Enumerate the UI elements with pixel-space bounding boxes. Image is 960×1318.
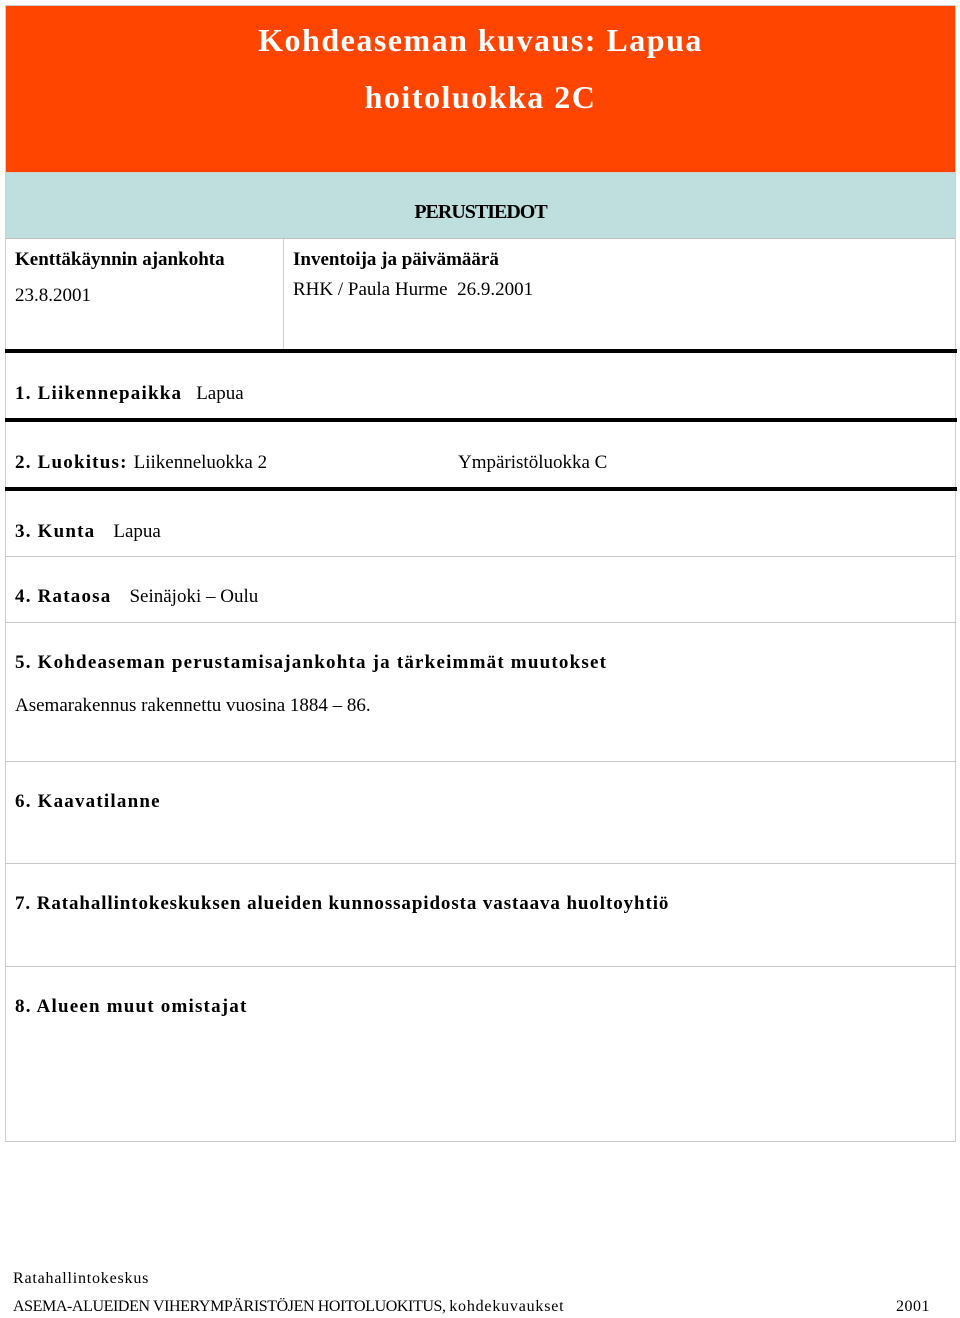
section-5-perustaminen: [5, 623, 956, 761]
visit-date-label: Kenttäkäynnin ajankohta: [15, 249, 225, 270]
footer-document-title: [13, 1298, 564, 1316]
section-6-label: 6. Kaavatilanne: [15, 791, 161, 812]
section-3-value: Lapua: [113, 521, 161, 542]
footer-doc-series: ASEMA-ALUEIDEN VIHERYMPÄRISTÖJEN HOITOLUOKITUS,: [13, 1298, 446, 1315]
cell-divider: [283, 239, 284, 351]
basic-info-table: [5, 238, 956, 350]
perustiedot-band: [5, 173, 956, 238]
section-1-label: 1. Liikennepaikka: [15, 383, 183, 404]
title-banner: [5, 5, 956, 173]
perustiedot-heading: PERUSTIEDOT: [414, 201, 547, 223]
footer-doc-type: kohdekuvaukset: [449, 1298, 565, 1315]
section-4-rataosa: [5, 557, 956, 622]
inventory-label: Inventoija ja päivämäärä: [293, 249, 499, 270]
section-4-value: Seinäjoki – Oulu: [129, 586, 259, 607]
footer-organization: Ratahallintokeskus: [13, 1270, 150, 1287]
section-1-value: Lapua: [196, 383, 244, 404]
inventory-value: RHK / Paula Hurme 26.9.2001: [293, 279, 534, 300]
section-2-luokitus: [5, 422, 956, 487]
footer-year: 2001: [896, 1298, 930, 1315]
title-line-1: Kohdeaseman kuvaus: Lapua: [258, 22, 703, 58]
section-2-traffic-class: Liikenneluokka 2: [133, 452, 268, 473]
visit-date-value: 23.8.2001: [15, 285, 91, 306]
section-3-kunta: [5, 491, 956, 557]
section-2-label: 2. Luokitus:: [15, 452, 128, 473]
section-5-label: 5. Kohdeaseman perustamisajankohta ja tärkeimmät muutokset: [15, 652, 608, 673]
section-7-label: 7. Ratahallintokeskuksen alueiden kunnossapidosta vastaava huoltoyhtiö: [15, 893, 670, 914]
section-2-environment-class: Ympäristöluokka C: [458, 452, 608, 473]
section-1-liikennepaikka: [5, 353, 956, 419]
section-8-label: 8. Alueen muut omistajat: [15, 996, 248, 1017]
section-8-muut-omistajat: [5, 967, 956, 1142]
title-line-2: hoitoluokka 2C: [364, 79, 597, 115]
section-3-label: 3. Kunta: [15, 521, 96, 542]
section-4-label: 4. Rataosa: [15, 586, 112, 607]
section-5-text: Asemarakennus rakennettu vuosina 1884 – 86.: [15, 695, 371, 716]
section-7-huoltoyhtio: [5, 864, 956, 966]
section-6-kaavatilanne: [5, 762, 956, 863]
